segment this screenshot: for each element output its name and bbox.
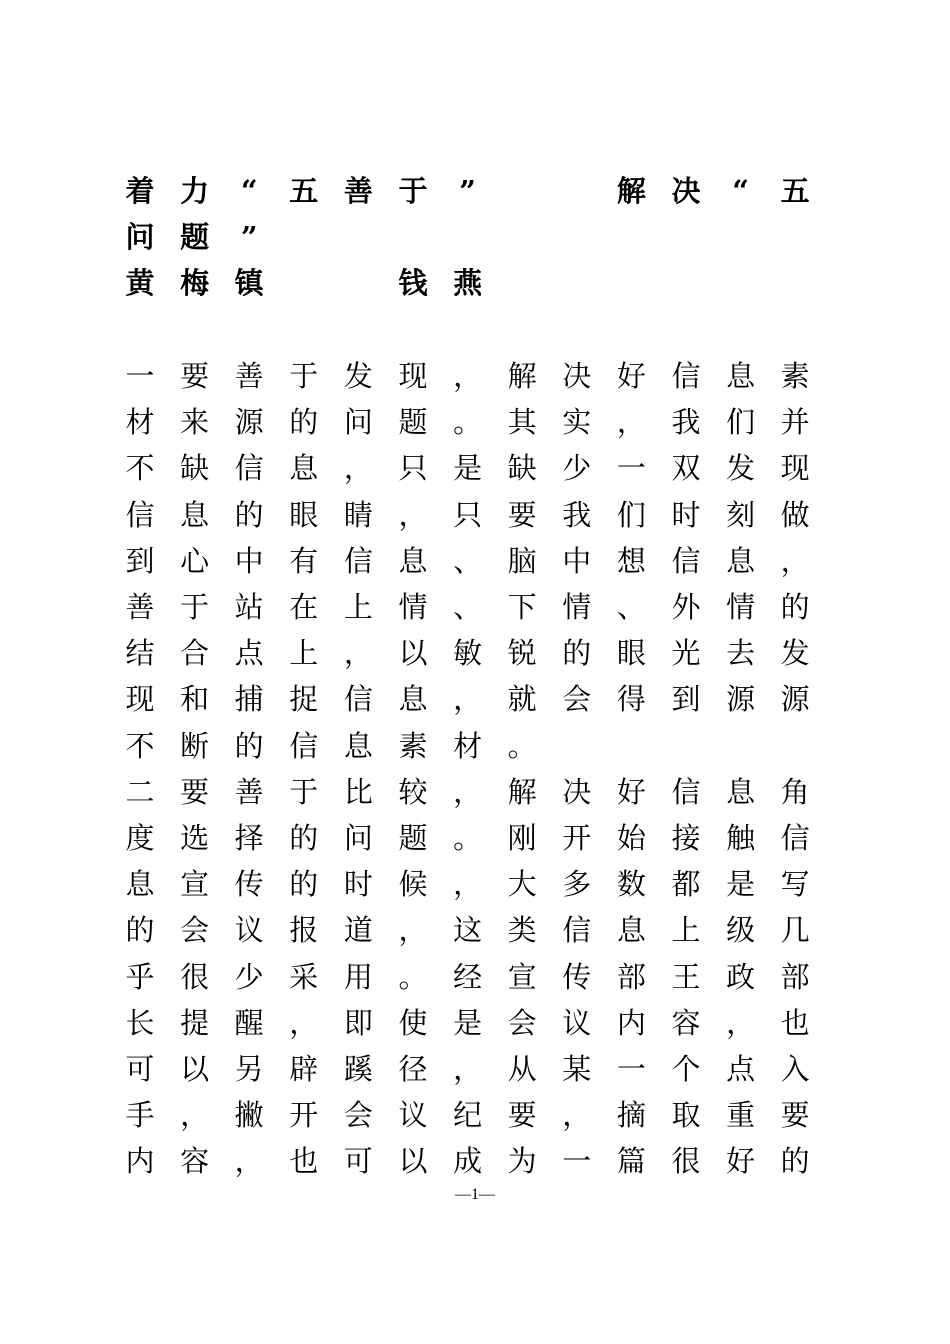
text-char: 善	[234, 774, 264, 809]
text-char: 睛	[343, 497, 373, 532]
text-char: 在	[289, 590, 319, 624]
text-char: 的	[780, 1144, 810, 1179]
text-char: 道	[343, 913, 373, 948]
text-char: 开	[562, 821, 592, 855]
text-char: 不	[125, 451, 155, 486]
text-char: 黄	[125, 266, 155, 300]
text-char: 得	[616, 682, 646, 717]
text-char: ，	[562, 1098, 592, 1133]
text-char: 源	[726, 682, 756, 717]
text-char: 报	[289, 913, 319, 948]
text-char: 就	[507, 682, 537, 717]
body-line	[124, 633, 814, 679]
text-char: 手	[125, 1098, 155, 1133]
text-char: 有	[289, 543, 319, 578]
text-char: 想	[616, 543, 646, 578]
text-char: 要	[780, 1098, 810, 1133]
text-char: 息	[726, 359, 756, 393]
text-char: 问	[343, 821, 373, 855]
text-char: 信	[780, 821, 810, 855]
text-char: 的	[780, 590, 810, 624]
text-char: 合	[180, 636, 210, 671]
text-char: 使	[398, 1005, 428, 1040]
text-char: 息	[398, 543, 428, 578]
text-char: 以	[180, 1052, 210, 1086]
text-char: 信	[671, 359, 701, 393]
text-char: ，	[726, 1005, 756, 1040]
text-char: ，	[453, 359, 483, 393]
text-char: 五	[289, 174, 319, 208]
body-line	[124, 587, 814, 633]
text-char: 会	[343, 1098, 373, 1133]
text-char: 少	[562, 451, 592, 486]
text-char: 中	[562, 543, 592, 578]
text-char: 锐	[507, 636, 537, 671]
text-char: ，	[453, 1052, 483, 1086]
text-char: 点	[726, 1052, 756, 1086]
text-char: 径	[398, 1052, 428, 1086]
text-char: 的	[234, 497, 264, 532]
text-char: 要	[507, 1098, 537, 1133]
text-char: 来	[180, 405, 210, 440]
text-char: ”	[240, 220, 258, 254]
text-char: 一	[125, 359, 155, 393]
text-char: ，	[453, 867, 483, 902]
text-char: 情	[562, 590, 592, 624]
text-char: 镇	[234, 266, 264, 300]
text-char: 决	[671, 174, 701, 208]
text-char: 以	[398, 1144, 428, 1179]
text-char: 信	[343, 682, 373, 717]
text-char: 信	[125, 497, 155, 532]
text-char: 好	[616, 774, 646, 809]
text-char: 素	[780, 359, 810, 393]
text-char: 缺	[507, 451, 537, 486]
body-line	[124, 772, 814, 818]
text-char: 发	[343, 359, 373, 393]
text-char: 好	[616, 359, 646, 393]
text-char: 善	[125, 590, 155, 624]
text-char: ，	[343, 636, 373, 671]
text-char: 源	[780, 682, 810, 717]
text-char: 息	[125, 867, 155, 902]
text-char: 这	[453, 913, 483, 948]
text-char: 素	[398, 728, 428, 763]
text-char: 题	[180, 220, 210, 254]
text-char: ，	[398, 497, 428, 532]
text-char: 取	[671, 1098, 701, 1133]
text-char: 、	[453, 543, 483, 578]
text-char: 于	[289, 774, 319, 809]
text-char: 传	[234, 867, 264, 902]
text-char: 内	[616, 1005, 646, 1040]
text-char: 度	[125, 821, 155, 855]
text-char: 站	[234, 590, 264, 624]
text-char: 议	[398, 1098, 428, 1133]
body-line	[124, 679, 814, 725]
text-char: 一	[616, 451, 646, 486]
body-line	[124, 957, 814, 1003]
text-char: 的	[234, 728, 264, 763]
text-char: 于	[180, 590, 210, 624]
text-char: 息	[616, 913, 646, 948]
text-char: 级	[726, 913, 756, 948]
text-char: 是	[453, 1005, 483, 1040]
text-char: 下	[507, 590, 537, 624]
text-char: 内	[125, 1144, 155, 1179]
text-char: 刻	[726, 497, 756, 532]
text-char: 、	[453, 590, 483, 624]
text-char: 部	[780, 959, 810, 994]
text-char: 现	[398, 359, 428, 393]
text-char: 。	[398, 959, 428, 994]
text-char: 以	[398, 636, 428, 671]
text-char: 宣	[180, 867, 210, 902]
title-line	[124, 217, 814, 263]
text-char: 息	[398, 682, 428, 717]
text-char: 脑	[507, 543, 537, 578]
text-char: 成	[453, 1144, 483, 1179]
text-char: 是	[726, 867, 756, 902]
text-char: 。	[453, 821, 483, 855]
text-char: 用	[343, 959, 373, 994]
body-line	[124, 818, 814, 864]
text-char: 问	[343, 405, 373, 440]
text-char: 很	[671, 1144, 701, 1179]
text-char: 五	[780, 174, 810, 208]
text-char: 会	[562, 682, 592, 717]
text-char: 和	[180, 682, 210, 717]
text-char: 辟	[289, 1052, 319, 1086]
text-char: 题	[398, 821, 428, 855]
text-char: 部	[616, 959, 646, 994]
text-char: 信	[343, 543, 373, 578]
text-char: ”	[459, 174, 476, 208]
text-char: 善	[343, 174, 373, 208]
text-char: 息	[726, 543, 756, 578]
text-char: 容	[180, 1144, 210, 1179]
body-line	[124, 1049, 814, 1095]
text-char: 采	[289, 959, 319, 994]
text-char: 做	[780, 497, 810, 532]
text-char: 数	[616, 867, 646, 902]
text-char: 信	[671, 543, 701, 578]
text-char: 着	[125, 174, 155, 208]
text-char: 。	[453, 405, 483, 440]
text-char: 双	[671, 451, 701, 486]
body-line	[124, 726, 814, 772]
text-char: 的	[562, 636, 592, 671]
text-char: 要	[180, 359, 210, 393]
text-char: 息	[343, 728, 373, 763]
text-char: ，	[180, 1098, 210, 1133]
text-char: 信	[562, 913, 592, 948]
body-line	[124, 910, 814, 956]
text-char: 传	[562, 959, 592, 994]
text-char: 写	[780, 867, 810, 902]
text-char: 刚	[507, 821, 537, 855]
text-char: 问	[125, 220, 155, 254]
text-char: 情	[398, 590, 428, 624]
body-line	[124, 1003, 814, 1049]
text-char: 好	[726, 1144, 756, 1179]
text-char: 发	[780, 636, 810, 671]
text-char: 解	[616, 174, 646, 208]
text-char: 善	[234, 359, 264, 393]
text-char: 外	[671, 590, 701, 624]
text-char: 政	[726, 959, 756, 994]
text-char: 一	[616, 1052, 646, 1086]
text-char: 比	[343, 774, 373, 809]
text-char: 的	[289, 405, 319, 440]
text-char: 们	[726, 405, 756, 440]
text-char: 于	[398, 174, 428, 208]
text-char: 不	[125, 728, 155, 763]
text-char: 大	[507, 867, 537, 902]
text-char: ，	[453, 682, 483, 717]
text-char: 敏	[453, 636, 483, 671]
text-char: 现	[780, 451, 810, 486]
text-char: 摘	[616, 1098, 646, 1133]
text-char: 王	[671, 959, 701, 994]
text-char: ，	[289, 1005, 319, 1040]
text-char: 蹊	[343, 1052, 373, 1086]
text-char: 。	[507, 728, 537, 763]
text-char: 要	[507, 497, 537, 532]
text-char: 结	[125, 636, 155, 671]
text-char: 光	[671, 636, 701, 671]
text-char: 始	[616, 821, 646, 855]
text-char: 材	[125, 405, 155, 440]
body-line	[124, 495, 814, 541]
text-char: ，	[398, 913, 428, 948]
text-char: “	[732, 174, 749, 208]
text-char: 并	[780, 405, 810, 440]
text-char: 息	[180, 497, 210, 532]
body-line	[124, 356, 814, 402]
text-char: 长	[125, 1005, 155, 1040]
text-char: 捕	[234, 682, 264, 717]
text-char: 二	[125, 774, 155, 809]
text-char: ，	[234, 1144, 264, 1179]
text-char: 解	[507, 359, 537, 393]
text-char: 决	[562, 774, 592, 809]
text-char: 去	[726, 636, 756, 671]
text-char: 梅	[180, 266, 210, 300]
text-char: 时	[343, 867, 373, 902]
text-char: 可	[125, 1052, 155, 1086]
body-line	[124, 864, 814, 910]
text-char: 议	[562, 1005, 592, 1040]
text-char: 选	[180, 821, 210, 855]
text-char: 断	[180, 728, 210, 763]
text-char: 重	[726, 1098, 756, 1133]
text-char: 、	[616, 590, 646, 624]
text-char: 实	[562, 405, 592, 440]
text-char: 候	[398, 867, 428, 902]
text-char: 几	[780, 913, 810, 948]
text-char: 到	[125, 543, 155, 578]
text-char: ，	[780, 543, 810, 578]
text-char: 其	[507, 405, 537, 440]
text-char: 触	[726, 821, 756, 855]
body-line	[124, 448, 814, 494]
text-char: 中	[234, 543, 264, 578]
text-char: 容	[671, 1005, 701, 1040]
text-char: 们	[616, 497, 646, 532]
text-char: 经	[453, 959, 483, 994]
text-char: 于	[289, 359, 319, 393]
text-char: 只	[398, 451, 428, 486]
text-char: 醒	[234, 1005, 264, 1040]
text-char: 上	[343, 590, 373, 624]
text-char: 一	[562, 1144, 592, 1179]
text-char: 我	[562, 497, 592, 532]
text-char: 多	[562, 867, 592, 902]
text-char: 类	[507, 913, 537, 948]
text-char: 力	[180, 174, 210, 208]
text-char: 另	[234, 1052, 264, 1086]
title-line	[124, 171, 814, 217]
text-char: 只	[453, 497, 483, 532]
text-char: 现	[125, 682, 155, 717]
text-char: 议	[234, 913, 264, 948]
text-char: 要	[180, 774, 210, 809]
text-char: 心	[180, 543, 210, 578]
text-char: 信	[671, 774, 701, 809]
text-char: 宣	[507, 959, 537, 994]
text-char: 撇	[234, 1098, 264, 1133]
text-char: 即	[343, 1005, 373, 1040]
text-char: 上	[671, 913, 701, 948]
text-char: 从	[507, 1052, 537, 1086]
text-char: 的	[289, 867, 319, 902]
text-char: 决	[562, 359, 592, 393]
text-char: 的	[125, 913, 155, 948]
text-char: 时	[671, 497, 701, 532]
text-char: 眼	[289, 497, 319, 532]
text-char: 燕	[453, 266, 483, 300]
text-char: 信	[234, 451, 264, 486]
body-line	[124, 541, 814, 587]
text-char: 纪	[453, 1098, 483, 1133]
text-char: 信	[289, 728, 319, 763]
text-char: 会	[507, 1005, 537, 1040]
text-char: 缺	[180, 451, 210, 486]
text-char: 可	[343, 1144, 373, 1179]
text-char: 我	[671, 405, 701, 440]
text-char: 提	[180, 1005, 210, 1040]
text-char: 的	[289, 821, 319, 855]
text-char: 情	[726, 590, 756, 624]
text-char: 钱	[398, 266, 428, 300]
text-char: 乎	[125, 959, 155, 994]
text-char: “	[240, 174, 258, 208]
text-char: 材	[453, 728, 483, 763]
text-char: 接	[671, 821, 701, 855]
text-char: 眼	[616, 636, 646, 671]
text-char: 入	[780, 1052, 810, 1086]
text-char: 点	[234, 636, 264, 671]
text-char: 发	[726, 451, 756, 486]
body-line	[124, 1095, 814, 1141]
text-char: 捉	[289, 682, 319, 717]
text-char: 很	[180, 959, 210, 994]
text-char: 到	[671, 682, 701, 717]
text-char: 也	[289, 1144, 319, 1179]
text-char: 择	[234, 821, 264, 855]
text-char: 解	[507, 774, 537, 809]
text-char: 为	[507, 1144, 537, 1179]
text-char: 角	[780, 774, 810, 809]
body-line	[124, 1141, 814, 1187]
text-char: 都	[671, 867, 701, 902]
text-char: 会	[180, 913, 210, 948]
text-char: 上	[289, 636, 319, 671]
text-char: 息	[289, 451, 319, 486]
text-char: 某	[562, 1052, 592, 1086]
text-char: 是	[453, 451, 483, 486]
body-line	[124, 402, 814, 448]
text-char: 也	[780, 1005, 810, 1040]
text-char: 少	[234, 959, 264, 994]
text-char: 个	[671, 1052, 701, 1086]
page-number: —1—	[455, 1186, 495, 1203]
text-char: 题	[398, 405, 428, 440]
text-char: ，	[616, 405, 646, 440]
text-char: 较	[398, 774, 428, 809]
text-char: ，	[453, 774, 483, 809]
text-char: ，	[343, 451, 373, 486]
text-char: 开	[289, 1098, 319, 1133]
text-char: 息	[726, 774, 756, 809]
text-char: 源	[234, 405, 264, 440]
text-char: 篇	[616, 1144, 646, 1179]
author-line	[124, 263, 814, 309]
